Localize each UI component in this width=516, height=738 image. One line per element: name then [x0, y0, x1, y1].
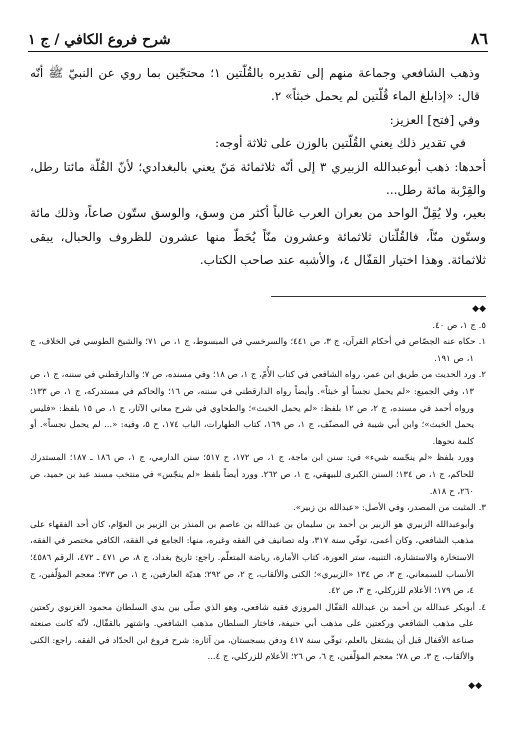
page-number: ٨٦	[470, 29, 488, 48]
page-header	[28, 26, 488, 52]
running-title: شرح فروع الكافي / ج ١	[28, 32, 171, 48]
footnote-3-continued: وأبوعبدالله الزبيري هو الزبير بن أحمد بن سليمان بن عبدالله بن عاصم بن المنذر بن الزبير بن العوّام، كان أحد الفقهاء على مذهب الشافعي، وكان أعمى، توفّي سنة ٣١٧، وله تصانيف في الفقه وغيره، منها: الجامع في الفقه، الكافي مختصر في الفقه، الاستخارة والاستشارة، التنبيه، ستر العورة، كتاب الأمارة، رياضة المتعلّم. راجع: تاريخ بغداد، ج ٨، ص ٤٧١ ـ ٤٧٢، الرقم ٤٥٨٦؛ الأنساب للسمعاني، ج ٣، ص ١٣٤ «الزبيري»؛ الكنى والألقاب، ج ٢، ص ٢٩٢؛ هديّة العارفين، ج ١، ص ٣٧٣؛ معجم المؤلّفين، ج ٤، ص ١٧٩؛ الأعلام للزركلي، ج ٣، ص ٤٢.	[30, 519, 474, 597]
footnote-1: ١. حكاه عنه الجصّاص في أحكام القرآن، ج ٣، ص ٤٤١؛ والسرخسي في المبسوط، ج ١، ص ٧١؛ والشيخ الطوسي في الخلاف، ج ١، ص ١٩١.	[30, 337, 486, 364]
footnote-3: ٣. المثبت من المصدر، وفي الأصل: «عبدالله بن زبير».	[293, 503, 486, 514]
footnote-0: ٥. ج ١، ص ٤٠.	[432, 320, 486, 331]
footnote-4: ٤. أبوبكر عبدالله بن أحمد بن عبدالله القفّال المروزي فقيه شافعي، وهو الذي صلّى بين يدي السلطان محمود الغزنوي ركعتين على مذهب الشافعي وركعتين على مذهب أبي حنيفة، فاختار السلطان مذهب الشافعي. واشتهر بالقفّال، لأنّه كانت صنعته صناعة الأقفال قبل أن يشتغل بالعلم، توفّي سنة ٤١٧ ودفن بسجستان، من آثاره: شرح فروع ابن الحدّاد في الفقه. راجع: الكنى والألقاب، ج ٣، ص ٧٨؛ معجم المؤلّفين، ج ٦، ص ٢٦؛ الأعلام للزركلي، ج ٤...	[30, 602, 486, 663]
footnote-2-continued: وورد بلفظ «لم ينجّسه شيء» في: سنن ابن ماجة، ج ١، ص ١٧٢، ح ٥١٧؛ سنن الدارمي، ج ١، ص ١٨٦ ـ ١٨٧؛ المستدرك للحاكم، ج ١، ص ١٣٤؛ السنن الكبرى للبيهقي، ج ١، ص ٢٦٢. وورد أيضاً بلفظ «لم ينجّس» في منتخب مسند عبد بن حميد، ص ٢٦٠، ح ٨١٨.	[30, 453, 475, 497]
footnotes	[30, 301, 486, 666]
quote-line-3: بعير، ولا يُقِلّ الواحد من بعران العرب غالباً أكثر من وسق، والوسق ستّون صاعاً، وذلك مائة وستّون منّاً، فالقُلّتان ثلاثمائة وعشرون منّاً يُحَطّ منها عشرون للظروف والحبال، يبقى ثلاثمائة. وهذا اختيار القفّال ٤، والأشبه عند صاحب الكتاب.	[30, 206, 486, 268]
footnote-bottom-mark: ◆◆	[468, 681, 482, 691]
footnote-2: ٢. ورد الحديث من طريق ابن عمر، رواه الشافعي في كتاب الأُمّ، ج ١، ص ١٨؛ وفي مسنده، ص ٧؛ والدارقطني في سننه، ج ١، ص ١٣، وفي الجميع: «لم يحمل نجساً أو خبثاً». وأيضاً رواه الدارقطني في سننه، ص ١٦؛ والحاكم في مستدركه، ج ١، ص ١٣٣؛ ورواه أحمد في مسنده، ج ٢، ص ١٢ بلفظ: «لم يحمل الخبث»؛ والطحاوي في شرح معاني الآثار، ج ١، ص ١٥ بلفظ: «فليس يحمل الخبث»؛ وابن أبي شيبة في المصنّف، ج ١، ص ١٦٩، كتاب الطهارات، الباب ١٧٤، ح ٥، وفيه: «... لم يحمل نجساً». أو كلمة نحوها.	[30, 370, 486, 447]
quote-line-2: أحدها: ذهب أبوعبدالله الزبيري ٣ إلى أنّه ثلاثمائة مَنّ يعني بالبغدادي؛ لأنّ القُلّة مائتا رطل، والقِرْبة مائة رطل...	[30, 159, 486, 198]
footnote-separator	[271, 296, 486, 297]
main-text	[30, 62, 486, 273]
paragraph-1: وذهب الشافعي وجماعة منهم إلى تقديره بالقُلّتين ١؛ محتجّين بما روي عن النبيّ ﷺ أنّه قال: «إذابلغ الماء قُلّتين لم يحمل خبثاً» ٢.	[30, 66, 480, 104]
quote-line-1: في تقدير ذلك يعني القُلّتين بالوزن على ثلاثة أوجه:	[215, 136, 466, 151]
footnote-top-mark: ◆◆	[472, 304, 486, 314]
paragraph-2: وفي [فتح] العزيز:	[389, 112, 480, 127]
